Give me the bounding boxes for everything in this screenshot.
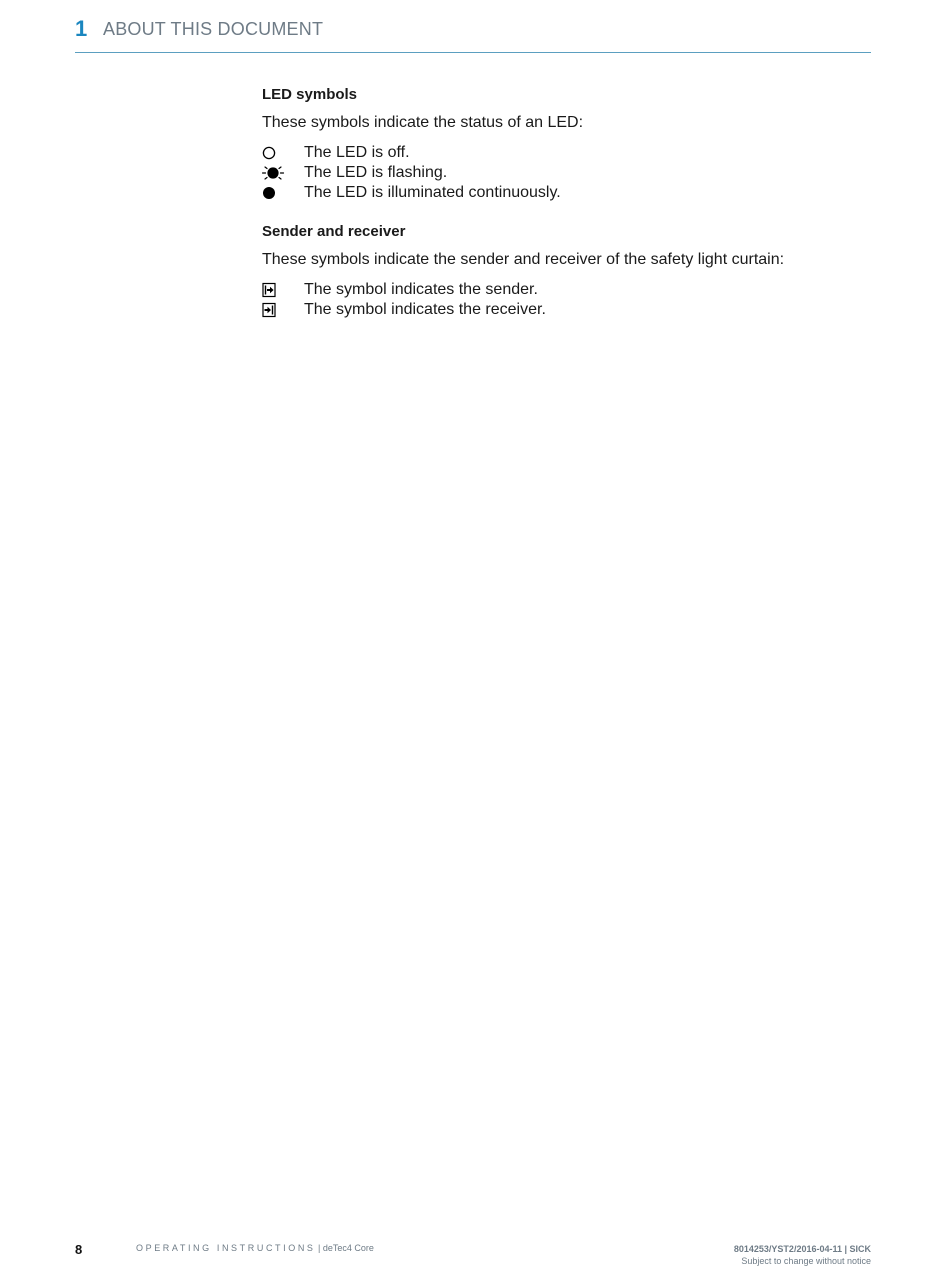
footer-doc-info [136, 1243, 374, 1253]
led-off-text: The LED is off. [304, 144, 410, 161]
receiver-text: The symbol indicates the receiver. [304, 301, 546, 318]
footer-doc-type: OPERATING INSTRUCTIONS [136, 1243, 316, 1253]
led-symbol-list [262, 143, 862, 203]
section-spacer [262, 203, 862, 223]
chapter-header [75, 14, 871, 53]
sender-symbol-list [262, 280, 862, 320]
footer-separator: | [315, 1243, 323, 1253]
list-item [262, 280, 862, 300]
footer-reference [734, 1243, 871, 1267]
footer-product: deTec4 Core [322, 1243, 374, 1253]
page-number: 8 [75, 1242, 83, 1257]
led-section-intro: These symbols indicate the status of an LED: [262, 114, 584, 131]
list-item [262, 163, 862, 183]
led-section-heading: LED symbols [262, 86, 358, 103]
sender-receiver-section [262, 223, 862, 320]
led-flashing-icon [262, 165, 286, 181]
led-on-text: The LED is illuminated continuously. [304, 184, 561, 201]
list-item [262, 300, 862, 320]
led-off-icon [262, 145, 286, 161]
chapter-title: ABOUT THIS DOCUMENT [103, 19, 324, 39]
sender-icon [262, 282, 286, 298]
footer-doc-ref: 8014253/YST2/2016-04-11 | SICK [733, 1244, 871, 1254]
chapter-number: 1 [75, 16, 88, 41]
sender-text: The symbol indicates the sender. [304, 281, 538, 298]
footer-notice: Subject to change without notice [741, 1256, 871, 1266]
led-on-icon [262, 185, 286, 201]
list-item [262, 143, 862, 163]
led-flashing-text: The LED is flashing. [304, 164, 448, 181]
receiver-icon [262, 302, 286, 318]
led-symbols-section [262, 86, 862, 203]
main-content [262, 86, 862, 320]
list-item [262, 183, 862, 203]
sender-section-intro: These symbols indicate the sender and receiver of the safety light curtain: [262, 251, 785, 268]
sender-section-heading: Sender and receiver [262, 223, 406, 240]
